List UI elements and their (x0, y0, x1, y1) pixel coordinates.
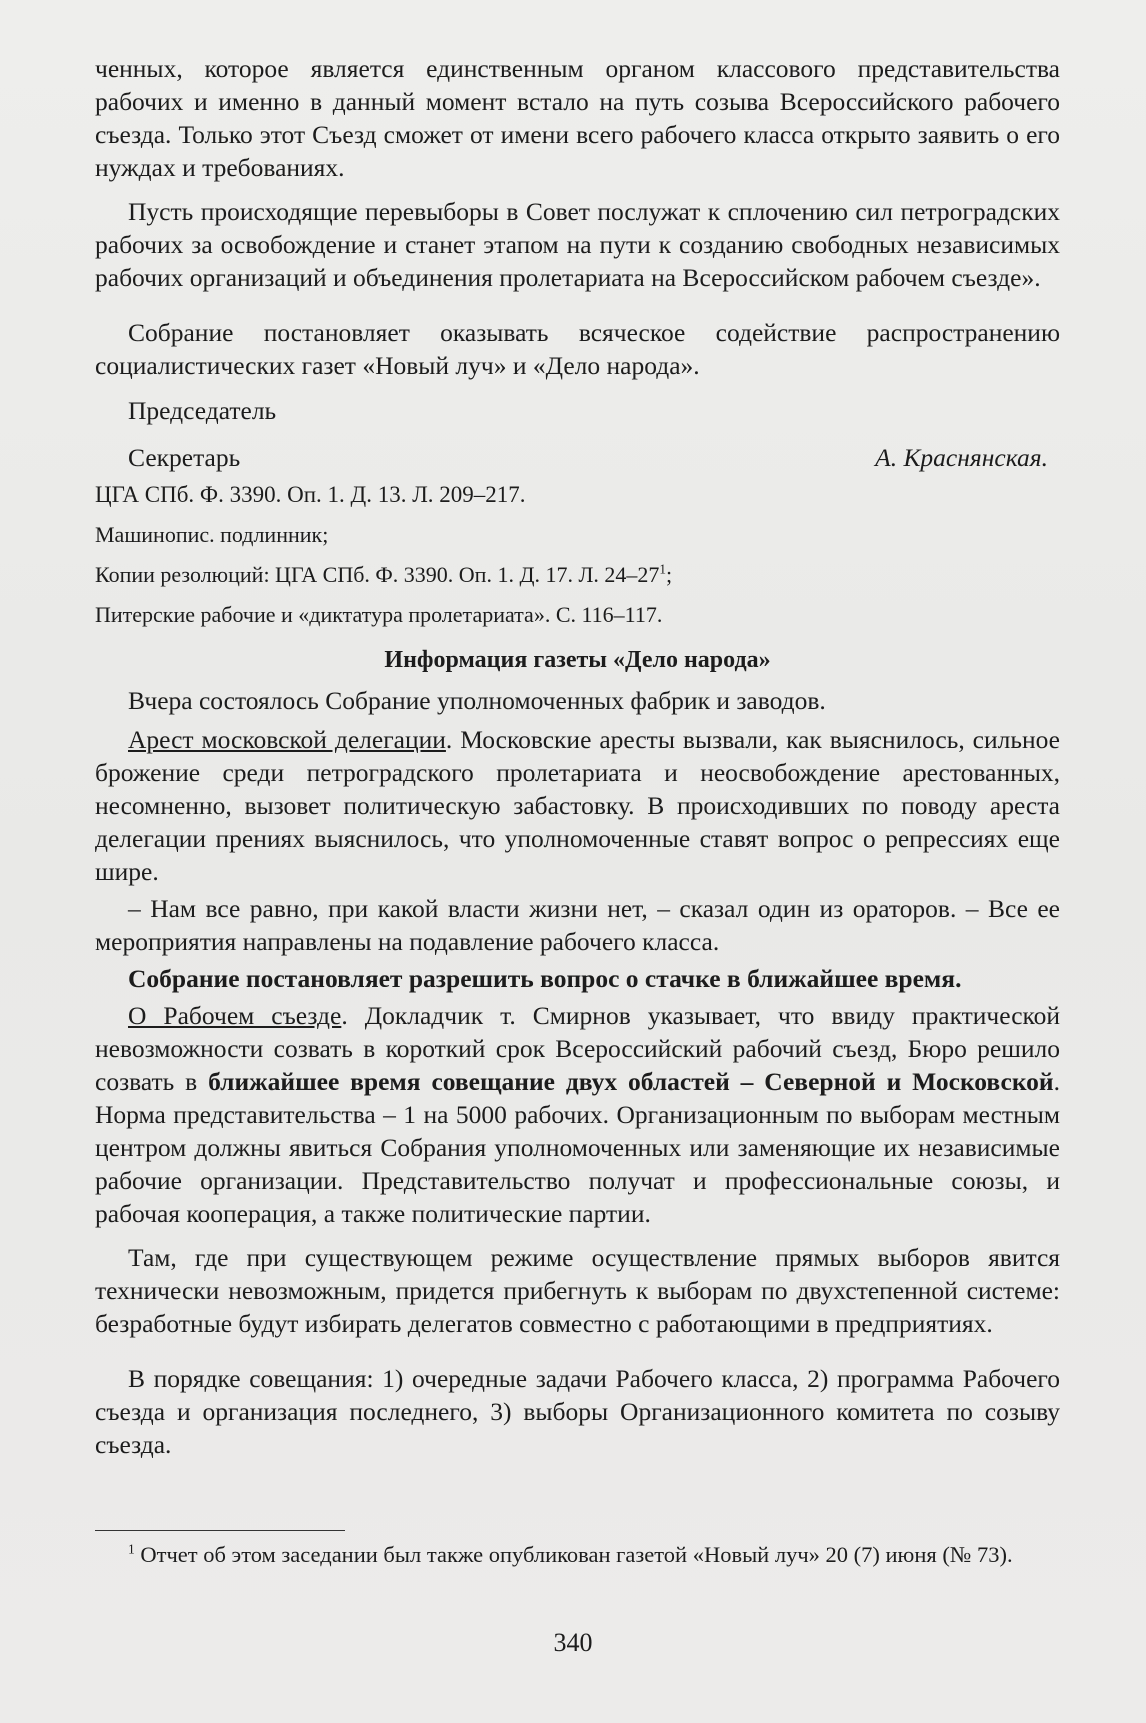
source-copies-text: Копии резолюций: ЦГА СПб. Ф. 3390. Оп. 1. Д. 17. Л. 24–27 (95, 562, 660, 587)
source-archive: ЦГА СПб. Ф. 3390. Оп. 1. Д. 13. Л. 209–217. (95, 482, 526, 507)
paragraph-continuation: ченных, которое является единственным органом классового представительства рабочих и именно в данный момент встало на путь созыва Всероссийского рабочего съезда. Только этот Съезд сможет от имени всего рабочего класса открыто заявить о его нуждах и требованиях. (95, 54, 1060, 182)
footnote (95, 1540, 1060, 1569)
main-text-column (95, 52, 1060, 1461)
congress-text-a: . Докладчик т. Смирнов указывает, что ввиду практической невозможности созвать в короткий срок Всероссийский рабочий съезд, Бюро решило созвать в (95, 1001, 1060, 1096)
source-copies-suffix: ; (665, 562, 673, 587)
footnote-rule (95, 1530, 345, 1531)
source-type: Машинопис. подлинник; (95, 522, 329, 547)
arrest-body: . Московские аресты вызвали, как выяснилось, сильное брожение среди петроградского пролетариата и неосвобождение арестованных, несомненно, вызовет политическую забастовку. В происходивших по поводу ареста делегации прениях выяснилось, что уполномоченные ставят вопрос о репрессиях еще шире. (95, 725, 1060, 886)
source-publication: Питерские рабочие и «диктатура пролетариата». С. 116–117. (95, 602, 663, 627)
source-copies (95, 560, 1060, 590)
article-speaker-quote: – Нам все равно, при какой власти жизни нет, – сказал один из ораторов. – Все ее мероприятия направлены на подавление рабочего класса. (95, 894, 1060, 956)
arrest-title: Арест московской делегации (128, 725, 446, 754)
chairman-label: Председатель (128, 396, 277, 425)
article-strike-resolution: Собрание постановляет разрешить вопрос о стачке в ближайшее время. (128, 964, 962, 993)
secretary-name: А. Краснянская. (875, 443, 1048, 472)
footnote-text: Отчет об этом заседании был также опубликован газетой «Новый луч» 20 (7) июня (№ 73). (134, 1542, 1013, 1567)
footnote-marker: 1 (128, 1541, 135, 1557)
chairman-signature (95, 394, 1060, 427)
congress-title: О Рабочем съезде (128, 1001, 342, 1030)
paragraph-newspapers: Собрание постановляет оказывать всяческое содействие распространению социалистических газет «Новый луч» и «Дело народа». (95, 318, 1060, 380)
article-intro: Вчера состоялось Собрание уполномоченных фабрик и заводов. (128, 686, 826, 715)
article-elections: Там, где при существующем режиме осуществление прямых выборов явится технически невозможным, придется прибегнуть к выборам по двухстепенной системе: безработные будут избирать делегатов совместно с работающими в предприятиях. (95, 1243, 1060, 1338)
source-copies-sup: 1 (659, 561, 666, 577)
section-heading: Информация газеты «Дело народа» (384, 647, 771, 673)
secretary-label: Секретарь (128, 443, 241, 472)
congress-text-b: . Норма представительства – 1 на 5000 рабочих. Организационным по выборам местным центром должны явиться Собрания уполномоченных или заменяющие их независимые рабочие организации. Представительство получат и профессиональные союзы, и рабочая кооперация, а также политические партии. (95, 1067, 1060, 1228)
article-agenda: В порядке совещания: 1) очередные задачи Рабочего класса, 2) программа Рабочего съезда и организация последнего, 3) выборы Организационного комитета по созыву съезда. (95, 1364, 1060, 1459)
article-arrest (95, 723, 1060, 888)
paragraph-reelection: Пусть происходящие перевыборы в Совет послужат к сплочению сил петроградских рабочих за освобождение и станет этапом на пути к созданию свободных независимых рабочих организаций и объединения пролетариата на Всероссийском рабочем съезде». (95, 197, 1060, 292)
article-congress (95, 999, 1060, 1230)
congress-bold: ближайшее время совещание двух областей – Северной и Московской (208, 1067, 1054, 1096)
secretary-signature (95, 441, 1060, 474)
page-number: 340 (553, 1628, 593, 1657)
